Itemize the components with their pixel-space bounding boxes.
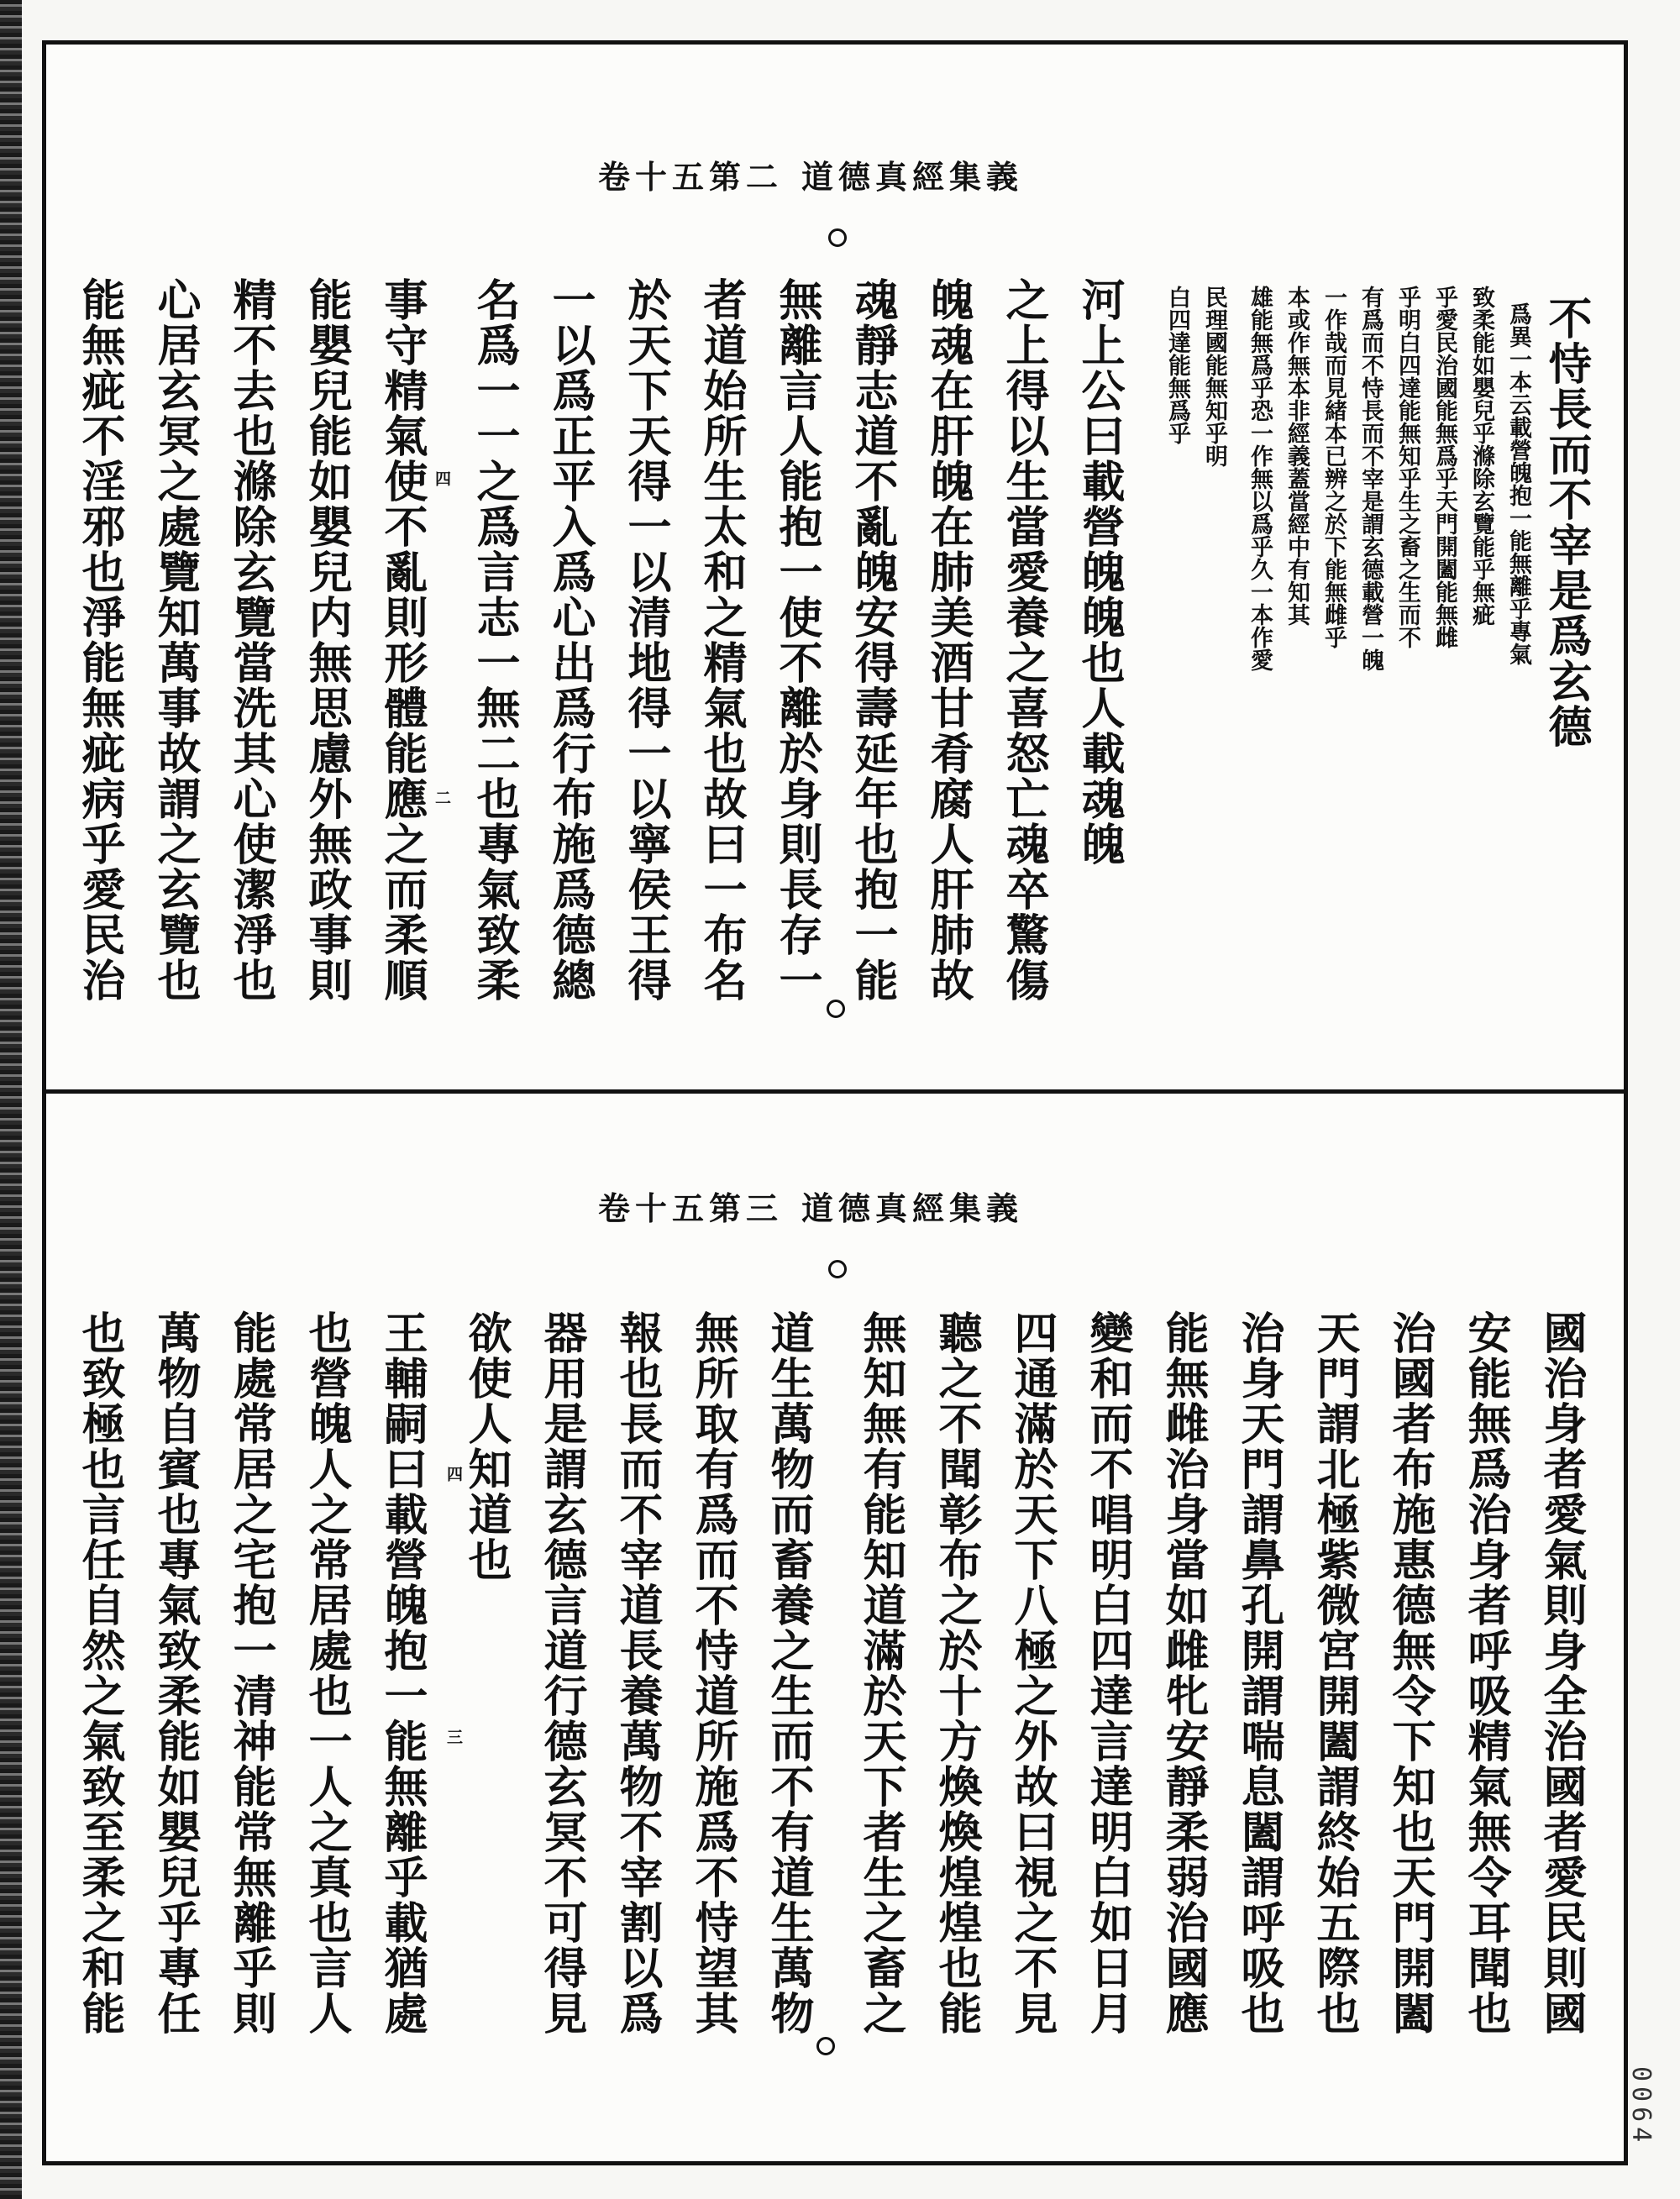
bottom-main-column: 能無雌治身當如雌牝安靜柔弱治國應 [1158, 1310, 1209, 2036]
top-main-column: 能嬰兒能如嬰兒内無思慮外無政事則 [301, 277, 352, 1003]
bottom-main-column: 無知無有能知道滿於天下者生之畜之 [855, 1310, 906, 2036]
bottom-main-column: 王輔嗣曰載營魄抱一能無離乎載猶處 [376, 1310, 428, 2036]
bottom-block-mark: 三 [444, 1729, 463, 1745]
top-main-column: 名爲一一之爲言志一無二也專氣致柔 [469, 277, 520, 1003]
top-sub-column: 致柔能如嬰兒乎滌除玄覽能乎無疵 [1468, 286, 1494, 626]
top-sub-column: 爲異一本云載營魄抱一能無離乎專氣 [1505, 302, 1531, 665]
top-sub-column: 乎明白四達能無知乎生之畜之生而不 [1394, 286, 1420, 648]
top-header-title: 道德真經集義 [801, 158, 1024, 196]
scan-page-number: 0064 [1626, 2066, 1656, 2148]
top-header-volume: 卷十五第二 [598, 158, 784, 196]
bottom-main-column: 治身天門謂鼻孔開謂喘息闔謂呼吸也 [1233, 1310, 1284, 2036]
top-main-column: 魄魂在肝魄在肺美酒甘肴腐人肝肺故 [922, 277, 974, 1003]
bottom-main-column: 治國者布施惠德無令下知也天門開闔 [1384, 1310, 1436, 2036]
top-sub-column: 雄能無爲乎恐一作無以爲乎久一本作愛 [1247, 286, 1273, 671]
bottom-main-column: 無所取有爲而不恃道所施爲不恃望其 [687, 1310, 738, 2036]
bottom-main-column: 四通滿於天下八極之外故曰視之不見 [1006, 1310, 1058, 2036]
bottom-main-column: 也營魄人之常居處也一人之真也言人 [301, 1310, 352, 2036]
bottom-main-column: 安能無爲治身者呼吸精氣無令耳聞也 [1460, 1310, 1511, 2036]
top-main-column: 者道始所生太和之精氣也故曰一布名 [696, 277, 747, 1003]
top-block-mark: 四 [433, 470, 451, 486]
top-running-header [598, 151, 1023, 197]
bottom-inline-circle-mark [816, 2037, 835, 2055]
top-main-column: 事守精氣使不亂則形體能應之而柔順 [376, 277, 428, 1003]
top-sub-column: 白四達能無爲乎 [1164, 286, 1190, 444]
bottom-block-mark: 四 [444, 1466, 463, 1482]
top-sub-column: 乎愛民治國能無爲乎天門開闔能無雌 [1431, 286, 1457, 648]
top-sub-column: 一作哉而見緒本已辨之於下能無雌乎 [1320, 286, 1347, 648]
bottom-main-column: 報也長而不宰道長養萬物不宰割以爲 [612, 1310, 663, 2036]
top-sub-column: 本或作無本非經義蓋當經中有知其 [1284, 286, 1310, 626]
top-main-column: 無離言人能抱一使不離於身則長存一 [771, 277, 822, 1003]
top-main-column: 一以爲正平入爲心出爲行布施爲德總 [544, 277, 596, 1003]
bottom-main-column: 國治身者愛氣則身全治國者愛民則國 [1536, 1310, 1587, 2036]
page-divider [42, 1089, 1628, 1094]
bottom-main-column: 聽之不聞彰布之於十方煥煥煌煌也能 [931, 1310, 982, 2036]
bottom-main-column: 萬物自賓也專氣致柔能如嬰兒乎專任 [150, 1310, 201, 2036]
top-main-column: 不恃長而不宰是爲玄德 [1541, 296, 1592, 749]
top-main-column: 河上公曰載營魄魄也人載魂魄 [1074, 277, 1125, 867]
top-main-column: 心居玄冥之處覽知萬事故謂之玄覽也 [150, 277, 201, 1003]
top-sub-column: 民理國能無知乎明 [1201, 286, 1227, 467]
top-main-column: 於天下天得一以清地得一以寧侯王得 [620, 277, 671, 1003]
scan-edge [0, 0, 22, 2199]
bottom-main-column: 能處常居之宅抱一清神能常無離乎則 [225, 1310, 276, 2036]
bottom-running-header [598, 1183, 1023, 1229]
bottom-main-column: 器用是謂玄德言道行德玄冥不可得見 [536, 1310, 587, 2036]
top-main-column: 之上得以生當愛養之喜怒亡魂卒驚傷 [998, 277, 1049, 1003]
top-block-mark: 二 [433, 790, 451, 806]
top-main-column: 魂靜志道不亂魄安得壽延年也抱一能 [847, 277, 898, 1003]
bottom-main-column: 變和而不唱明白四達言達明白如日月 [1082, 1310, 1133, 2036]
bottom-main-column: 也致極也言任自然之氣致至柔之和能 [74, 1310, 125, 2036]
top-circle-mark [828, 228, 847, 247]
top-main-column: 精不去也滌除玄覽當洗其心使潔淨也 [225, 277, 276, 1003]
bottom-header-volume: 卷十五第三 [598, 1189, 784, 1227]
bottom-main-column: 道生萬物而畜養之生而不有道生萬物 [763, 1310, 814, 2036]
bottom-header-title: 道德真經集義 [801, 1189, 1024, 1227]
bottom-circle-mark [828, 1260, 847, 1278]
top-main-column: 能無疵不淫邪也淨能無疵病乎愛民治 [74, 277, 125, 1003]
top-sub-column: 有爲而不恃長而不宰是謂玄德載營一魄 [1357, 286, 1383, 671]
top-inline-circle-mark [827, 1000, 845, 1018]
bottom-main-column: 欲使人知道也 [460, 1310, 512, 1582]
bottom-main-column: 天門謂北極紫微宮開闔謂終始五際也 [1309, 1310, 1360, 2036]
